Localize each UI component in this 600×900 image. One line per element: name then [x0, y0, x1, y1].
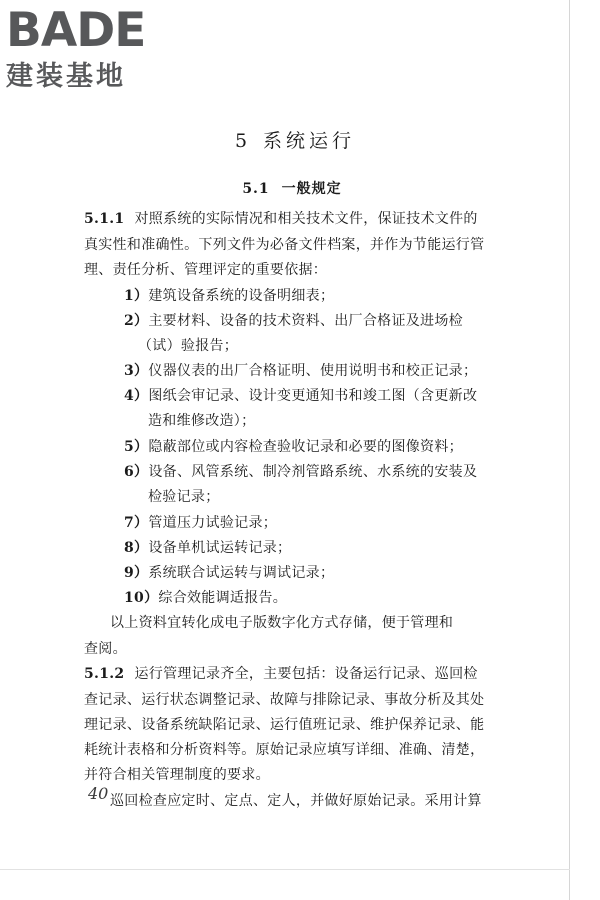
list-item-number: 4） — [124, 388, 149, 404]
list-item — [124, 588, 287, 608]
list-item-text: 建筑设备系统的设备明细表； — [148, 288, 335, 304]
list-item-text: 系统联合试运转与调试记录； — [148, 565, 335, 581]
list-item-number: 5） — [124, 439, 149, 455]
list-item-continuation: （试）验报告； — [138, 338, 239, 354]
list-item — [124, 563, 334, 583]
list-item — [124, 437, 463, 457]
section-number: 5.1 — [242, 181, 270, 197]
list-item-number: 2） — [124, 313, 149, 329]
list-item-text: 设备、风管系统、制冷剂管路系统、水系统的安装及 — [148, 464, 478, 480]
body-line: 真实性和准确性。下列文件为必备文件档案，并作为节能运行管 — [84, 237, 485, 253]
body-line: 理、责任分析、管理评定的重要依据： — [84, 262, 328, 278]
body-line: 理记录、设备系统缺陷记录、运行值班记录、维护保养记录、能 — [84, 717, 485, 733]
list-item-text: 管道压力试验记录； — [148, 515, 278, 531]
page-number: 40 — [88, 784, 109, 803]
section-title: 一般规定 — [281, 181, 342, 197]
body-line: 巡回检查应定时、定点、定人，并做好原始记录。采用计算 — [110, 793, 482, 809]
list-item-text: 设备单机试运转记录； — [148, 540, 292, 556]
list-item — [124, 311, 463, 331]
logo-subtitle: 建装基地 — [6, 61, 126, 92]
body-line — [84, 664, 478, 684]
list-item-number: 6） — [124, 464, 149, 480]
list-item-number: 1） — [124, 288, 149, 304]
list-item-number: 9） — [124, 565, 149, 581]
list-item — [124, 361, 477, 381]
list-item-continuation: 造和维修改造）； — [148, 413, 256, 429]
body-line: 查阅。 — [84, 641, 127, 657]
chapter-heading — [0, 128, 590, 154]
list-item — [124, 513, 277, 533]
body-line: 耗统计表格和分析资料等。原始记录应填写详细、准确、清楚， — [84, 742, 485, 758]
list-item-text: 主要材料、设备的技术资料、出厂合格证及进场检 — [148, 313, 463, 329]
list-item-text: 隐蔽部位或内容检查验收记录和必要的图像资料； — [148, 439, 463, 455]
clause-number: 5.1.2 — [84, 666, 125, 682]
list-item-number: 10） — [124, 590, 159, 606]
line-text: 对照系统的实际情况和相关技术文件，保证技术文件的 — [134, 211, 478, 227]
list-item-number: 7） — [124, 515, 149, 531]
body-line: 查记录、运行状态调整记录、故障与排除记录、事故分析及其处 — [84, 692, 485, 708]
list-item — [124, 462, 477, 482]
chapter-number: 5 — [234, 130, 252, 152]
list-item-continuation: 检验记录； — [148, 489, 220, 505]
list-item — [124, 286, 334, 306]
section-heading — [0, 179, 584, 199]
body-line: 以上资料宜转化成电子版数字化方式存储，便于管理和 — [110, 615, 454, 631]
list-item-text: 图纸会审记录、设计变更通知书和竣工图（含更新改 — [148, 388, 478, 404]
line-text: 运行管理记录齐全，主要包括：设备运行记录、巡回检 — [134, 666, 478, 682]
list-item — [124, 386, 477, 406]
logo-wordmark: BADE — [6, 3, 146, 58]
list-item-number: 8） — [124, 540, 149, 556]
list-item — [124, 538, 291, 558]
clause-number: 5.1.1 — [84, 211, 125, 227]
list-item-text: 仪器仪表的出厂合格证明、使用说明书和校正记录； — [148, 363, 478, 379]
list-item-text: 综合效能调适报告。 — [158, 590, 288, 606]
page-edge-bottom — [0, 869, 570, 870]
body-line: 并符合相关管理制度的要求。 — [84, 767, 270, 783]
body-line — [84, 209, 478, 229]
list-item-number: 3） — [124, 363, 149, 379]
chapter-title: 系统运行 — [263, 130, 356, 152]
bade-logo — [6, 4, 176, 94]
